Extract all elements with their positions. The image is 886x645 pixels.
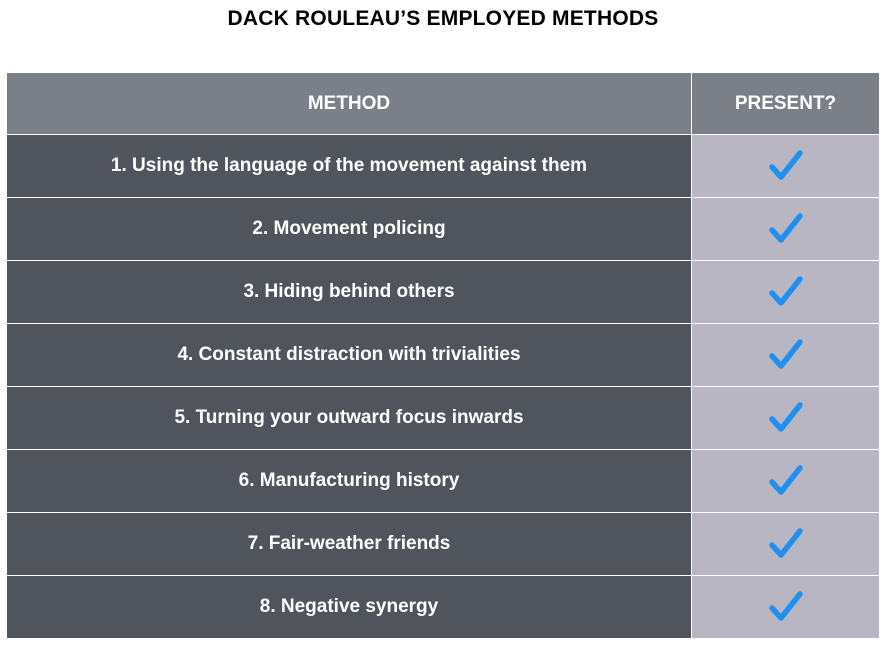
method-cell: 7. Fair-weather friends <box>7 513 692 575</box>
present-cell <box>692 198 879 260</box>
table-row <box>7 198 879 261</box>
method-cell: 5. Turning your outward focus inwards <box>7 387 692 449</box>
present-cell <box>692 387 879 449</box>
table-row <box>7 450 879 513</box>
checkmark-icon <box>768 275 804 309</box>
present-cell <box>692 513 879 575</box>
checkmark-icon <box>768 590 804 624</box>
table-row <box>7 576 879 639</box>
present-cell <box>692 261 879 323</box>
method-cell: 4. Constant distraction with trivialities <box>7 324 692 386</box>
table-row <box>7 324 879 387</box>
checkmark-icon <box>768 464 804 498</box>
checkmark-icon <box>768 527 804 561</box>
method-cell: 3. Hiding behind others <box>7 261 692 323</box>
table-row <box>7 513 879 576</box>
method-column-header: METHOD <box>7 73 692 134</box>
checkmark-icon <box>768 212 804 246</box>
table-body <box>7 135 879 639</box>
page-title: DACK ROULEAU’S EMPLOYED METHODS <box>227 7 659 30</box>
method-cell: 6. Manufacturing history <box>7 450 692 512</box>
present-cell <box>692 135 879 197</box>
table-header-row <box>7 73 879 135</box>
methods-table <box>7 73 879 639</box>
table-row <box>7 387 879 450</box>
table-row <box>7 135 879 198</box>
checkmark-icon <box>768 338 804 372</box>
method-cell: 1. Using the language of the movement against them <box>7 135 692 197</box>
method-cell: 2. Movement policing <box>7 198 692 260</box>
present-cell <box>692 576 879 638</box>
present-cell <box>692 450 879 512</box>
present-column-header: PRESENT? <box>692 73 879 134</box>
table-row <box>7 261 879 324</box>
present-cell <box>692 324 879 386</box>
checkmark-icon <box>768 149 804 183</box>
method-cell: 8. Negative synergy <box>7 576 692 638</box>
checkmark-icon <box>768 401 804 435</box>
